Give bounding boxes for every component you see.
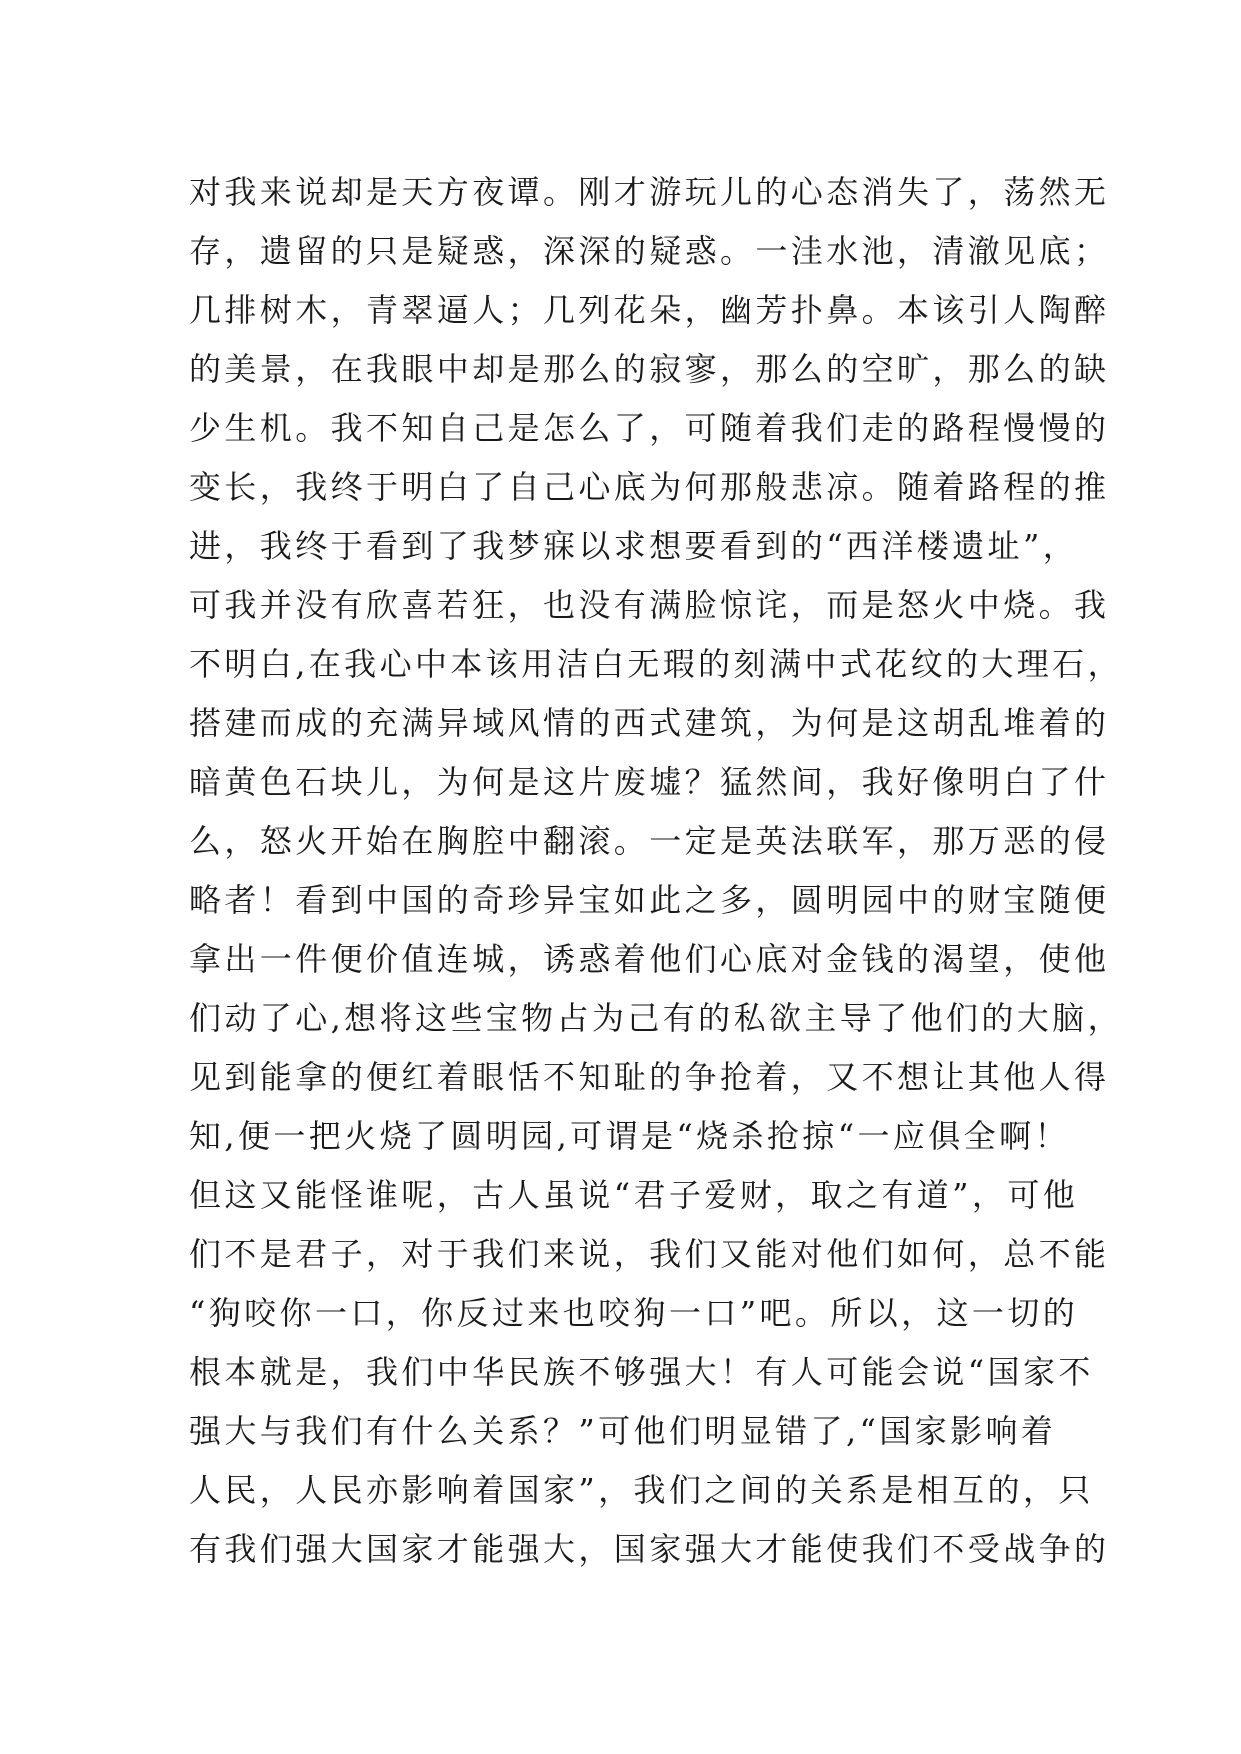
text-line: “狗咬你一口，你反过来也咬狗一口”吧。所以，这一切的 (189, 1294, 1079, 1332)
text-line: 的美景，在我眼中却是那么的寂寥，那么的空旷，那么的缺 (189, 350, 1110, 388)
text-line: 对我来说却是天方夜谭。刚才游玩儿的心态消失了，荡然无 (189, 173, 1110, 211)
text-line: 们不是君子，对于我们来说，我们又能对他们如何，总不能 (189, 1235, 1110, 1273)
text-line: 进，我终于看到了我梦寐以求想要看到的“西洋楼遗址”， (189, 527, 1079, 565)
text-line: 有我们强大国家才能强大，国家强大才能使我们不受战争的 (189, 1530, 1110, 1568)
text-line: 暗黄色石块儿，为何是这片废墟？猛然间，我好像明白了什 (189, 763, 1110, 801)
text-line: 见到能拿的便红着眼恬不知耻的争抢着，又不想让其他人得 (189, 1058, 1110, 1096)
text-line: 变长，我终于明白了自己心底为何那般悲凉。随着路程的推 (189, 468, 1110, 506)
text-line: 几排树木，青翠逼人；几列花朵，幽芳扑鼻。本该引人陶醉 (189, 291, 1110, 329)
text-line: 知,便一把火烧了圆明园,可谓是“烧杀抢掠“一应俱全啊！ (189, 1117, 1070, 1155)
text-line: 略者！看到中国的奇珍异宝如此之多，圆明园中的财宝随便 (189, 881, 1110, 919)
essay-text-block (189, 163, 1123, 1579)
text-line: 少生机。我不知自己是怎么了，可随着我们走的路程慢慢的 (189, 409, 1110, 447)
text-line: 存，遗留的只是疑惑，深深的疑惑。一洼水池，清澈见底； (189, 232, 1110, 270)
text-line: 强大与我们有什么关系？”可他们明显错了,“国家影响着 (189, 1412, 1057, 1450)
text-line: 人民，人民亦影响着国家”，我们之间的关系是相互的，只 (189, 1471, 1094, 1509)
text-line: 但这又能怪谁呢，古人虽说“君子爱财，取之有道”，可他 (189, 1176, 1079, 1214)
text-line: 可我并没有欣喜若狂，也没有满脸惊诧，而是怒火中烧。我 (189, 586, 1110, 624)
text-line: 拿出一件便价值连城，诱惑着他们心底对金钱的渴望，使他 (189, 940, 1110, 978)
text-line: 么，怒火开始在胸腔中翻滚。一定是英法联军，那万恶的侵 (189, 822, 1110, 860)
text-line: 搭建而成的充满异域风情的西式建筑，为何是这胡乱堆着的 (189, 704, 1110, 742)
text-line: 不明白,在我心中本该用洁白无瑕的刻满中式花纹的大理石， (189, 645, 1123, 683)
text-line: 根本就是，我们中华民族不够强大！有人可能会说“国家不 (189, 1353, 1094, 1391)
text-line: 们动了心,想将这些宝物占为己有的私欲主导了他们的大脑， (189, 999, 1123, 1037)
